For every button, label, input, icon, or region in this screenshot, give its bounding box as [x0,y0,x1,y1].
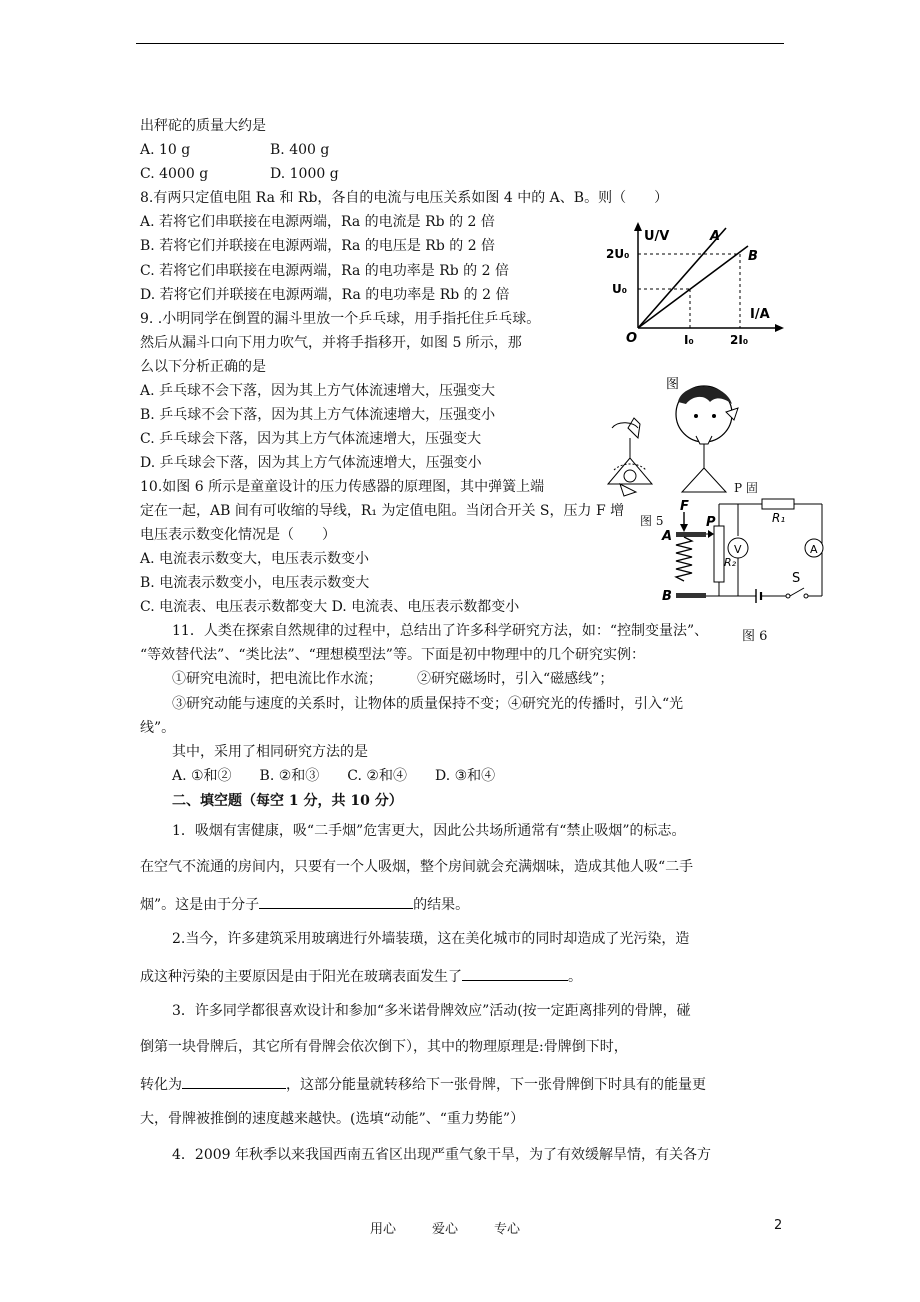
fig4-x-tick-2i0: 2I₀ [730,333,749,347]
fig4-y-label: U/V [644,229,670,244]
q8-option-a: A. 若将它们串联接在电源两端，Ra 的电流是 Rb 的 2 倍 [140,214,495,230]
q10-option-b: B. 电流表示数变小，电压表示数变大 [140,575,370,591]
q9-line-2: 然后从漏斗口向下用力吹气，并将手指移开，如图 5 所示，那 [140,335,522,351]
footer-text-3: 专心 [494,1222,521,1237]
fig6-slider-label: P [706,515,716,530]
fig4-y-tick-2u0: 2U₀ [606,247,630,261]
fill4-line-1: 4．2009 年秋季以来我国西南五省区出现严重气象干旱，为了有效缓解旱情，有关各方 [172,1147,711,1163]
q11-line-1: 11．人类在探索自然规律的过程中，总结出了许多科学研究方法，如：“控制变量法”、 [172,623,709,639]
q9-line-1: 9. .小明同学在倒置的漏斗里放一个乒乓球，用手指托住乒乓球。 [140,311,541,327]
q7-line: 出秤砣的质量大约是 [140,118,266,134]
fig4-origin: O [626,331,638,346]
q11-options: A. ①和② B. ②和③ C. ②和④ D. ③和④ [172,768,496,784]
fig5-label: 图 [666,377,680,392]
fig6-force-label: F [680,499,689,514]
q8-stem: 8.有两只定值电阻 Ra 和 Rb，各自的电流与电压关系如图 4 中的 A、B。则（ ） [140,190,669,206]
fill3-line-2: 倒第一块骨牌后，其它所有骨牌会依次倒下），其中的物理原理是:骨牌倒下时， [140,1039,628,1055]
footer-text-1: 用心 [370,1222,397,1237]
q11-line-6: 其中，采用了相同研究方法的是 [172,744,368,760]
fill1-text-b: 的结果。 [413,897,470,913]
fig6-caption: 图 6 [742,629,768,644]
fig5-label-3: 图 5 [640,514,664,528]
q11-line-3: ①研究电流时，把电流比作水流； ②研究磁场时，引入“磁感线”； [172,671,614,687]
fig6-a-label: A [662,529,673,544]
q10-line-3: 电压表示数变化情况是（ ） [140,527,336,543]
figure-4-graph [598,218,792,350]
fill3-text-b: ，这部分能量就转移给下一张骨牌，下一张骨牌倒下时具有的能量更 [286,1077,706,1093]
q7-option-a: A. 10 g [140,142,191,158]
q10-line-2: 定在一起，AB 间有可收缩的导线，R₁ 为定值电阻。当闭合开关 S，压力 F 增 [140,503,625,519]
header-rule [136,43,784,44]
fill2-line-1: 2.当今，许多建筑采用玻璃进行外墙装璜，这在美化城市的同时却造成了光污染，造 [172,931,690,947]
q7-option-d: D. 1000 g [270,166,339,182]
fig6-ammeter-label: A [810,543,818,556]
figure-6-circuit [658,496,834,608]
fig4-line-a-label: A [710,229,721,244]
q9-line-3: 么以下分析正确的是 [140,359,266,375]
fill2-line-2 [140,966,582,986]
fill3-answer-blank[interactable] [182,1074,286,1089]
fig6-b-label: B [662,589,672,604]
q9-option-c: C. 乒乓球会下落，因为其上方气体流速增大，压强变大 [140,431,482,447]
fill1-line-2: 在空气不流通的房间内，只要有一个人吸烟，整个房间就会充满烟味，造成其他人吸“二手 [140,859,694,875]
page-number: 2 [774,1218,783,1233]
fill1-answer-blank[interactable] [259,894,413,909]
q7-option-c: C. 4000 g [140,166,209,182]
q7-option-b: B. 400 g [270,142,330,158]
q9-option-a: A. 乒乓球不会下落，因为其上方气体流速增大，压强变大 [140,383,496,399]
fill2-answer-blank[interactable] [462,966,568,981]
fill1-line-3 [140,894,469,914]
q9-option-d: D. 乒乓球会下落，因为其上方气体流速增大，压强变小 [140,455,482,471]
q8-option-b: B. 若将它们并联接在电源两端，Ra 的电压是 Rb 的 2 倍 [140,238,496,254]
fill1-text-a: 烟”。这是由于分子 [140,897,260,913]
fig6-r2-label: R₂ [724,556,737,569]
fig6-switch-label: S [792,571,801,586]
fill3-line-1: 3．许多同学都很喜欢设计和参加“多米诺骨牌效应”活动(按一定距离排列的骨牌，碰 [172,1003,691,1019]
fig6-voltmeter-label: V [734,543,742,556]
fig5-label-2: P 固 [734,481,758,495]
q10-line-1: 10.如图 6 所示是童童设计的压力传感器的原理图，其中弹簧上端 [140,479,545,495]
fig4-y-tick-u0: U₀ [612,282,627,296]
fill3-text-a: 转化为 [140,1077,182,1093]
footer-text-2: 爱心 [432,1222,459,1237]
section-title: 二、填空题（每空 1 分，共 10 分） [172,793,403,809]
q9-option-b: B. 乒乓球不会下落，因为其上方气体流速增大，压强变小 [140,407,496,423]
q11-line-5: 线”。 [140,720,176,736]
q8-option-c: C. 若将它们串联接在电源两端，Ra 的电功率是 Rb 的 2 倍 [140,263,509,279]
fig4-x-label: I/A [750,307,770,322]
fill1-line-1: 1．吸烟有害健康，吸“二手烟”危害更大，因此公共场所通常有“禁止吸烟”的标志。 [172,823,686,839]
q8-option-d: D. 若将它们并联接在电源两端，Ra 的电功率是 Rb 的 2 倍 [140,287,510,303]
q11-line-4: ③研究动能与速度的关系时，让物体的质量保持不变；④研究光的传播时，引入“光 [172,696,684,712]
q10-option-a: A. 电流表示数变大，电压表示数变小 [140,551,370,567]
fig6-r1-label: R₁ [772,511,786,525]
q10-option-cd: C. 电流表、电压表示数都变大 D. 电流表、电压表示数都变小 [140,599,520,615]
fig4-line-b-label: B [748,249,758,264]
fig4-x-tick-i0: I₀ [684,333,694,347]
fill2-text-a: 成这种污染的主要原因是由于阳光在玻璃表面发生了 [140,969,462,985]
fill3-line-4: 大，骨牌被推倒的速度越来越快。(选填“动能”、“重力势能”） [140,1111,525,1127]
q11-line-2: “等效替代法”、“类比法”、“理想模型法”等。下面是初中物理中的几个研究实例： [140,647,645,663]
fill2-text-b: 。 [568,969,582,985]
fill3-line-3 [140,1074,706,1094]
